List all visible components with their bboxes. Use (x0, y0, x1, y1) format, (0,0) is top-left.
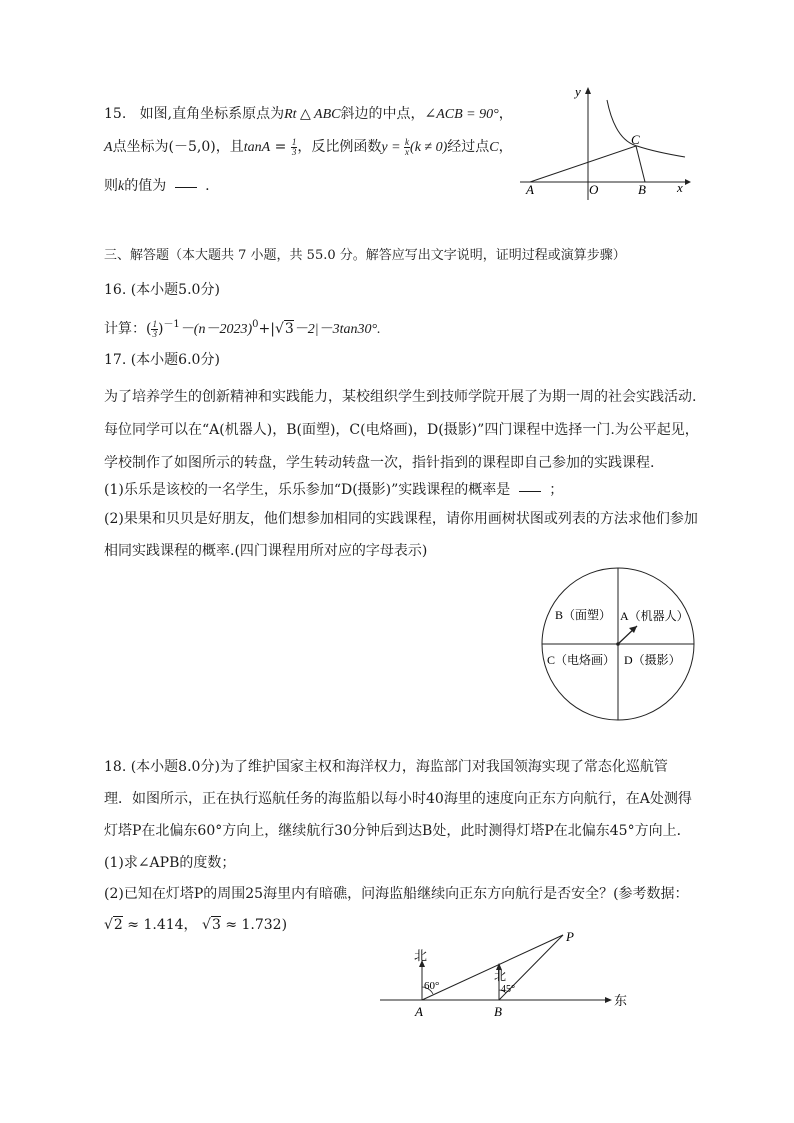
q17-paragraph-2: 每位同学可以在“A(机器人)，B(面塑)，C(电烙画)，D(摄影)”四门课程中选择一门.为公平起见， (104, 422, 699, 438)
q16-header: 16. (本小题5.0分) (104, 282, 220, 298)
sector-C-label: C（电烙画） (547, 653, 616, 667)
sqrt-icon: √ (274, 321, 284, 337)
q18-part-1: (1)求∠APB的度数； (104, 855, 236, 871)
q18-paragraph-3: 灯塔P在北偏东60°方向上，继续航行30分钟后到达B处，此时测得灯塔P在北偏东45°方向上． (104, 823, 691, 839)
sqrt-icon: √ (202, 917, 211, 933)
answer-blank[interactable] (175, 187, 197, 188)
q18-paragraph-1: 18. (本小题8.0分)为了维护国家主权和海洋权力，海监部门对我国领海实现了常态化巡航管 (104, 759, 668, 775)
north-label-A: 北 (414, 948, 428, 963)
point-O-label: O (589, 182, 599, 197)
q18-paragraph-2: 理．如图所示，正在执行巡航任务的海监船以每小时40海里的速度向正东方向航行，在A处测得 (104, 791, 692, 807)
point-P-label: P (566, 929, 574, 944)
angle-45-label: 45° (501, 984, 515, 995)
q15-line-3: 则k的值为 . (104, 178, 210, 194)
q15-line-1: 15. 如图,直角坐标系原点为Rt △ ABC斜边的中点，∠ACB = 90°， (104, 106, 513, 122)
north-label-B: 北 (494, 969, 507, 983)
q17-part-2-cont: 相同实践课程的概率.(四门课程用所对应的字母表示) (104, 543, 428, 559)
q17-paragraph-3: 学校制作了如图所示的转盘，学生转动转盘一次，指针指到的课程即自己参加的实践课程. (104, 455, 655, 471)
q17-header: 17. (本小题6.0分) (104, 352, 220, 368)
point-B-label: B (494, 1004, 502, 1019)
angle-60-label: 60° (424, 980, 440, 992)
fraction-one-third: $\frac{1}{3}$ (291, 136, 297, 157)
q18-reference-data: √2 ≈ 1.414， √3 ≈ 1.732) (104, 917, 288, 933)
answer-blank[interactable] (519, 491, 541, 492)
q18-part-2: (2)已知在灯塔P的周围25海里内有暗礁，问海监船继续向正东方向航行是否安全？(参考数据： (104, 886, 689, 902)
fraction-one-third: $\frac{1}{3}$ (152, 318, 157, 339)
q15-coordinate-figure (515, 82, 695, 202)
sector-B-label: B（面塑） (555, 608, 612, 622)
east-label: 东 (614, 993, 628, 1008)
q16-expression: 计算：( $\frac{1}{3}$ )$^{-1}-(n-2023)^0+|√3-2|-3\tan 30^\circ$. (104, 318, 381, 339)
point-C-label: C (631, 132, 640, 147)
point-A-label: A (415, 1004, 423, 1019)
q17-paragraph-1: 为了培养学生的创新精神和实践能力，某校组织学生到技师学院开展了为期一周的社会实践活动. (104, 389, 697, 405)
q17-part-1: (1)乐乐是该校的一名学生，乐乐参加“D(摄影)”实践课程的概率是 ； (104, 482, 564, 498)
sector-A-label: A（机器人） (620, 609, 689, 623)
section-3-title: 三、解答题（本大题共 7 小题，共 55.0 分。解答应写出文字说明，证明过程或演算步骤） (104, 248, 626, 263)
q15-line-2: A点坐标为(－5,0)，且tanA = $\frac{1}{3}$ ，反比例函数y = $\frac{k}{x}$ (k ≠ 0)经过点C， (104, 136, 513, 157)
point-A-label: A (526, 182, 534, 197)
x-axis-label: x (677, 180, 683, 195)
fraction-k-over-x: $\frac{k}{x}$ (405, 136, 410, 157)
y-axis-label: y (575, 84, 581, 99)
navigation-figure (375, 925, 635, 1025)
sector-D-label: D（摄影） (624, 653, 681, 667)
spinner-figure (540, 567, 698, 723)
q17-part-2: (2)果果和贝贝是好朋友，他们想参加相同的实践课程，请你用画树状图或列表的方法求他们参加 (104, 511, 698, 527)
point-B-label: B (638, 182, 646, 197)
sqrt-icon: √ (104, 917, 113, 933)
